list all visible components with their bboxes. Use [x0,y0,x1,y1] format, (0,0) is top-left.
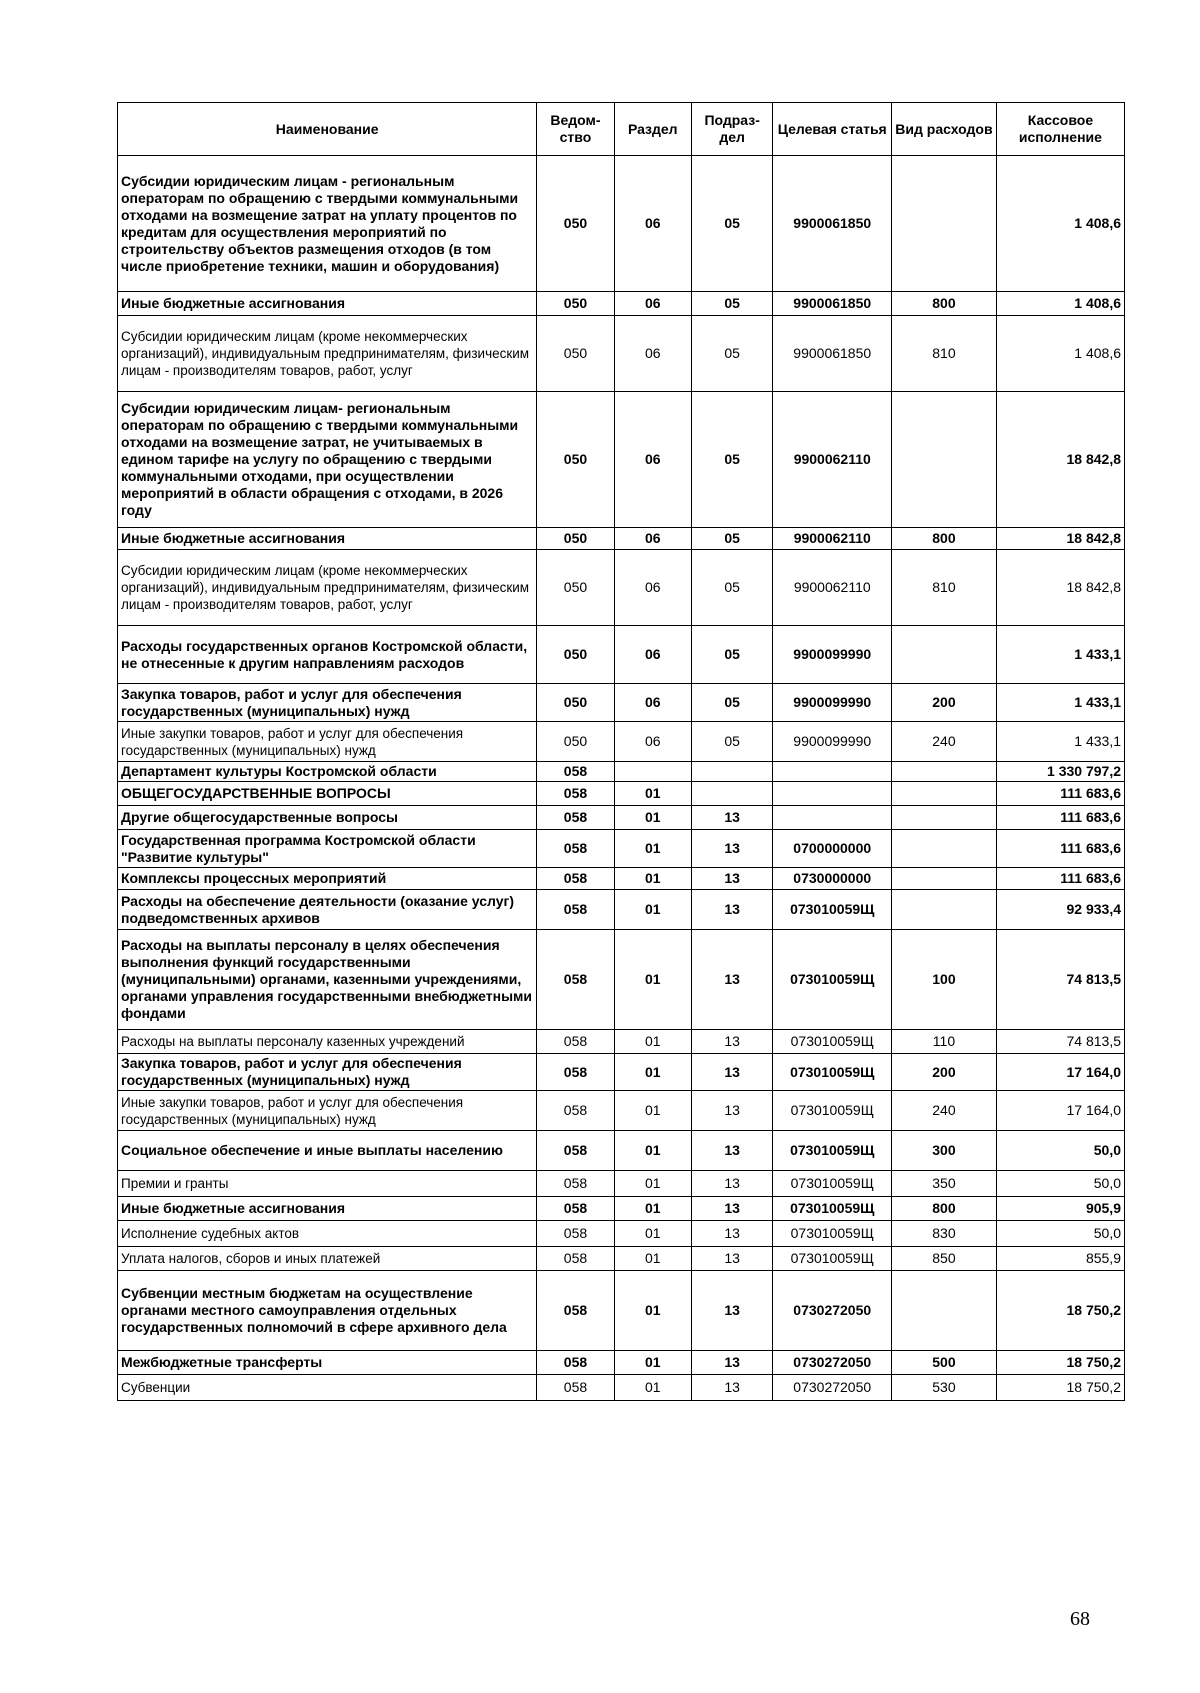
cell-name: Субсидии юридическим лицам (кроме некоммерческих организаций), индивидуальным предпринимателям, физическим лицам - производителям товаров, работ, услуг [118,550,537,626]
header-razdel: Раздел [614,103,691,156]
table-row [118,392,1125,528]
cell-ispolnenie: 74 813,5 [996,930,1124,1030]
page-number: 68 [1070,1608,1090,1630]
cell-cel-statya: 073010059Щ [773,1197,892,1221]
cell-name: Иные закупки товаров, работ и услуг для обеспечения государственных (муниципальных) нужд [118,1091,537,1131]
cell-vedomstvo: 050 [537,392,614,528]
cell-vid-rashodov: 240 [892,722,997,762]
cell-podrazdel [691,762,773,782]
cell-ispolnenie: 50,0 [996,1171,1124,1197]
cell-ispolnenie: 18 750,2 [996,1271,1124,1351]
cell-ispolnenie: 1 433,1 [996,684,1124,722]
table-row [118,550,1125,626]
cell-name: ОБЩЕГОСУДАРСТВЕННЫЕ ВОПРОСЫ [118,782,537,806]
cell-razdel: 06 [614,722,691,762]
cell-razdel: 06 [614,684,691,722]
cell-podrazdel: 13 [691,1247,773,1271]
cell-cel-statya: 0700000000 [773,830,892,868]
cell-ispolnenie: 1 408,6 [996,156,1124,292]
cell-vid-rashodov: 530 [892,1375,997,1401]
cell-vedomstvo: 058 [537,1091,614,1131]
cell-ispolnenie: 18 842,8 [996,528,1124,550]
cell-name: Департамент культуры Костромской области [118,762,537,782]
cell-razdel: 01 [614,1221,691,1247]
cell-cel-statya: 9900061850 [773,292,892,316]
cell-razdel: 06 [614,292,691,316]
cell-podrazdel: 13 [691,890,773,930]
cell-name: Иные закупки товаров, работ и услуг для обеспечения государственных (муниципальных) нужд [118,722,537,762]
cell-podrazdel: 13 [691,1197,773,1221]
cell-name: Исполнение судебных актов [118,1221,537,1247]
cell-ispolnenie: 1 408,6 [996,316,1124,392]
cell-vid-rashodov: 350 [892,1171,997,1197]
cell-vedomstvo: 058 [537,806,614,830]
cell-cel-statya: 0730272050 [773,1271,892,1351]
cell-ispolnenie: 111 683,6 [996,868,1124,890]
table-row [118,528,1125,550]
cell-razdel: 01 [614,1247,691,1271]
cell-ispolnenie: 18 842,8 [996,550,1124,626]
cell-vedomstvo: 050 [537,156,614,292]
cell-ispolnenie: 50,0 [996,1221,1124,1247]
cell-vid-rashodov [892,806,997,830]
cell-vedomstvo: 058 [537,1197,614,1221]
cell-name: Социальное обеспечение и иные выплаты населению [118,1131,537,1171]
cell-vid-rashodov: 800 [892,528,997,550]
table-row [118,1247,1125,1271]
cell-cel-statya: 073010059Щ [773,1131,892,1171]
header-vid-rashodov: Вид расходов [892,103,997,156]
cell-cel-statya: 0730000000 [773,868,892,890]
cell-vedomstvo: 050 [537,550,614,626]
header-cel-statya: Целевая статья [773,103,892,156]
cell-name: Расходы государственных органов Костромской области, не отнесенные к другим направлениям расходов [118,626,537,684]
cell-name: Иные бюджетные ассигнования [118,292,537,316]
cell-vedomstvo: 058 [537,1271,614,1351]
cell-cel-statya [773,762,892,782]
cell-razdel: 06 [614,156,691,292]
cell-vid-rashodov: 200 [892,684,997,722]
cell-razdel: 06 [614,392,691,528]
cell-podrazdel: 13 [691,930,773,1030]
cell-vid-rashodov: 800 [892,1197,997,1221]
cell-ispolnenie: 18 842,8 [996,392,1124,528]
cell-razdel: 06 [614,626,691,684]
cell-cel-statya: 073010059Щ [773,1221,892,1247]
cell-ispolnenie: 92 933,4 [996,890,1124,930]
cell-podrazdel: 05 [691,722,773,762]
cell-vid-rashodov [892,156,997,292]
cell-cel-statya [773,806,892,830]
cell-vedomstvo: 050 [537,292,614,316]
cell-vedomstvo: 058 [537,762,614,782]
cell-name: Другие общегосударственные вопросы [118,806,537,830]
budget-execution-table [117,102,1125,1401]
cell-podrazdel: 05 [691,550,773,626]
cell-cel-statya: 073010059Щ [773,1030,892,1054]
cell-name: Иные бюджетные ассигнования [118,528,537,550]
cell-vid-rashodov: 850 [892,1247,997,1271]
cell-ispolnenie: 1 433,1 [996,626,1124,684]
cell-name: Комплексы процессных мероприятий [118,868,537,890]
cell-vedomstvo: 058 [537,782,614,806]
cell-cel-statya: 073010059Щ [773,1091,892,1131]
cell-ispolnenie: 111 683,6 [996,830,1124,868]
cell-podrazdel: 05 [691,156,773,292]
cell-razdel [614,762,691,782]
cell-razdel: 01 [614,830,691,868]
cell-razdel: 01 [614,930,691,1030]
cell-vid-rashodov [892,762,997,782]
cell-vedomstvo: 058 [537,930,614,1030]
cell-vid-rashodov: 800 [892,292,997,316]
cell-vedomstvo: 050 [537,528,614,550]
cell-razdel: 06 [614,316,691,392]
table-row [118,1221,1125,1247]
table-row [118,1030,1125,1054]
cell-razdel: 01 [614,1030,691,1054]
cell-ispolnenie: 1 330 797,2 [996,762,1124,782]
cell-name: Субсидии юридическим лицам (кроме некоммерческих организаций), индивидуальным предпринимателям, физическим лицам - производителям товаров, работ, услуг [118,316,537,392]
cell-ispolnenie: 17 164,0 [996,1091,1124,1131]
cell-razdel: 01 [614,1197,691,1221]
cell-razdel: 06 [614,550,691,626]
cell-podrazdel [691,782,773,806]
table-row [118,782,1125,806]
cell-vedomstvo: 050 [537,684,614,722]
table-row [118,868,1125,890]
table-row [118,1375,1125,1401]
cell-vid-rashodov [892,392,997,528]
cell-podrazdel: 13 [691,1375,773,1401]
cell-vedomstvo: 058 [537,1247,614,1271]
table-row [118,830,1125,868]
cell-razdel: 01 [614,1054,691,1091]
cell-ispolnenie: 111 683,6 [996,782,1124,806]
cell-cel-statya: 073010059Щ [773,1054,892,1091]
cell-razdel: 01 [614,1131,691,1171]
cell-cel-statya: 9900061850 [773,156,892,292]
cell-podrazdel: 05 [691,392,773,528]
cell-name: Премии и гранты [118,1171,537,1197]
cell-vid-rashodov [892,830,997,868]
cell-vid-rashodov: 810 [892,550,997,626]
cell-name: Субсидии юридическим лицам - региональным операторам по обращению с твердыми коммунальными отходами на возмещение затрат на уплату процентов по кредитам для осуществления мероприятий по строительству объектов размещения отходов (в том числе приобретение техники, машин и оборудования) [118,156,537,292]
cell-cel-statya: 073010059Щ [773,1247,892,1271]
cell-name: Межбюджетные трансферты [118,1351,537,1375]
cell-vid-rashodov: 830 [892,1221,997,1247]
cell-name: Государственная программа Костромской области "Развитие культуры" [118,830,537,868]
cell-cel-statya: 0730272050 [773,1351,892,1375]
table-row [118,890,1125,930]
cell-vedomstvo: 058 [537,868,614,890]
cell-podrazdel: 13 [691,1221,773,1247]
cell-razdel: 01 [614,782,691,806]
cell-vid-rashodov [892,890,997,930]
header-ispolnenie: Кассовое исполнение [996,103,1124,156]
cell-name: Закупка товаров, работ и услуг для обеспечения государственных (муниципальных) нужд [118,684,537,722]
table-row [118,292,1125,316]
cell-razdel: 01 [614,1171,691,1197]
cell-razdel: 06 [614,528,691,550]
cell-podrazdel: 13 [691,1030,773,1054]
cell-podrazdel: 13 [691,1054,773,1091]
cell-vid-rashodov: 110 [892,1030,997,1054]
table-body [118,156,1125,1401]
table-row [118,1054,1125,1091]
cell-podrazdel: 13 [691,1271,773,1351]
cell-podrazdel: 05 [691,528,773,550]
cell-vid-rashodov [892,782,997,806]
cell-podrazdel: 13 [691,1351,773,1375]
cell-vedomstvo: 058 [537,1171,614,1197]
cell-vid-rashodov [892,868,997,890]
cell-podrazdel: 13 [691,830,773,868]
table-row [118,1271,1125,1351]
table-row [118,930,1125,1030]
header-podrazdel: Подраз-дел [691,103,773,156]
table-row [118,626,1125,684]
table-row [118,762,1125,782]
table-row [118,1171,1125,1197]
cell-razdel: 01 [614,806,691,830]
cell-cel-statya: 9900062110 [773,550,892,626]
cell-name: Иные бюджетные ассигнования [118,1197,537,1221]
cell-vedomstvo: 058 [537,1375,614,1401]
cell-vid-rashodov [892,626,997,684]
cell-cel-statya: 073010059Щ [773,1171,892,1197]
table-row [118,156,1125,292]
cell-podrazdel: 13 [691,1091,773,1131]
cell-vid-rashodov: 300 [892,1131,997,1171]
table-header-row [118,103,1125,156]
cell-ispolnenie: 18 750,2 [996,1351,1124,1375]
cell-vid-rashodov: 100 [892,930,997,1030]
table-row [118,806,1125,830]
cell-podrazdel: 05 [691,626,773,684]
cell-podrazdel: 05 [691,684,773,722]
cell-ispolnenie: 74 813,5 [996,1030,1124,1054]
table-row [118,1091,1125,1131]
table-row [118,1351,1125,1375]
table-row [118,684,1125,722]
cell-podrazdel: 13 [691,1171,773,1197]
cell-vid-rashodov: 810 [892,316,997,392]
table-row [118,316,1125,392]
table-row [118,1131,1125,1171]
cell-vedomstvo: 058 [537,1351,614,1375]
cell-cel-statya: 073010059Щ [773,890,892,930]
cell-vedomstvo: 050 [537,316,614,392]
cell-podrazdel: 13 [691,868,773,890]
cell-vedomstvo: 058 [537,1054,614,1091]
cell-ispolnenie: 905,9 [996,1197,1124,1221]
cell-ispolnenie: 18 750,2 [996,1375,1124,1401]
cell-name: Субвенции [118,1375,537,1401]
cell-cel-statya: 9900099990 [773,626,892,684]
cell-razdel: 01 [614,1271,691,1351]
cell-cel-statya: 0730272050 [773,1375,892,1401]
table-row [118,1197,1125,1221]
cell-ispolnenie: 1 408,6 [996,292,1124,316]
cell-podrazdel: 13 [691,1131,773,1171]
cell-name: Уплата налогов, сборов и иных платежей [118,1247,537,1271]
cell-vedomstvo: 058 [537,890,614,930]
cell-ispolnenie: 50,0 [996,1131,1124,1171]
header-vedomstvo: Ведом-ство [537,103,614,156]
cell-name: Расходы на выплаты персоналу в целях обеспечения выполнения функций государственными (муниципальными) органами, казенными учреждениями, органами управления государственными внебюджетными фондами [118,930,537,1030]
cell-vedomstvo: 058 [537,1030,614,1054]
cell-ispolnenie: 17 164,0 [996,1054,1124,1091]
cell-ispolnenie: 855,9 [996,1247,1124,1271]
cell-cel-statya: 9900061850 [773,316,892,392]
cell-vid-rashodov: 240 [892,1091,997,1131]
cell-name: Расходы на выплаты персоналу казенных учреждений [118,1030,537,1054]
cell-vedomstvo: 058 [537,830,614,868]
cell-name: Субсидии юридическим лицам- региональным операторам по обращению с твердыми коммунальными отходами на возмещение затрат, не учитываемых в едином тарифе на услугу по обращению с твердыми коммунальными отходами, при осуществлении мероприятий в области обращения с отходами, в 2026 году [118,392,537,528]
cell-cel-statya [773,782,892,806]
cell-vedomstvo: 058 [537,1131,614,1171]
cell-vedomstvo: 050 [537,626,614,684]
cell-name: Закупка товаров, работ и услуг для обеспечения государственных (муниципальных) нужд [118,1054,537,1091]
cell-cel-statya: 9900099990 [773,684,892,722]
cell-cel-statya: 9900062110 [773,392,892,528]
cell-name: Субвенции местным бюджетам на осуществление органами местного самоуправления отдельных государственных полномочий в сфере архивного дела [118,1271,537,1351]
cell-ispolnenie: 111 683,6 [996,806,1124,830]
cell-ispolnenie: 1 433,1 [996,722,1124,762]
cell-razdel: 01 [614,890,691,930]
cell-vedomstvo: 058 [537,1221,614,1247]
cell-podrazdel: 05 [691,316,773,392]
cell-vid-rashodov: 500 [892,1351,997,1375]
cell-vid-rashodov: 200 [892,1054,997,1091]
cell-podrazdel: 13 [691,806,773,830]
cell-cel-statya: 9900099990 [773,722,892,762]
cell-vid-rashodov [892,1271,997,1351]
cell-cel-statya: 9900062110 [773,528,892,550]
cell-razdel: 01 [614,1375,691,1401]
cell-name: Расходы на обеспечение деятельности (оказание услуг) подведомственных архивов [118,890,537,930]
cell-razdel: 01 [614,1091,691,1131]
cell-razdel: 01 [614,868,691,890]
cell-vedomstvo: 050 [537,722,614,762]
cell-cel-statya: 073010059Щ [773,930,892,1030]
table-row [118,722,1125,762]
cell-razdel: 01 [614,1351,691,1375]
cell-podrazdel: 05 [691,292,773,316]
header-name: Наименование [118,103,537,156]
